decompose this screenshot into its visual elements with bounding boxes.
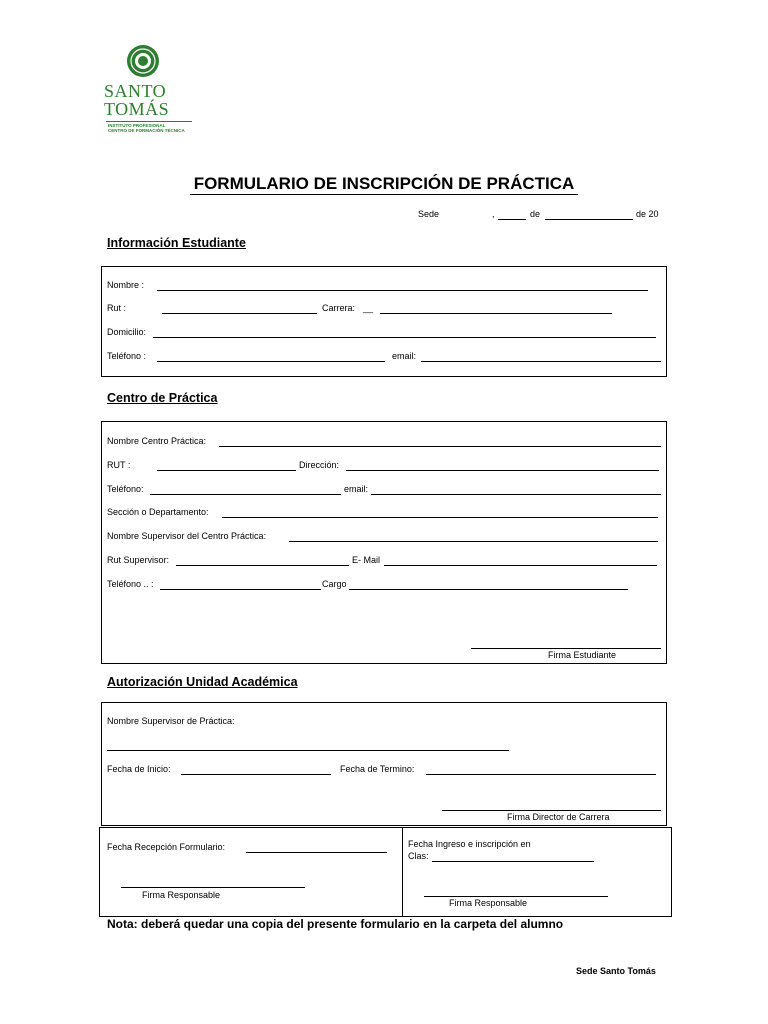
center-nombre-field[interactable] bbox=[219, 446, 661, 447]
center-supervisor-label: Nombre Supervisor del Centro Práctica: bbox=[107, 531, 267, 541]
student-signature-line[interactable] bbox=[471, 648, 661, 649]
director-signature-label: Firma Director de Carrera bbox=[507, 812, 610, 822]
reception-right-label2: Clas: bbox=[408, 851, 429, 861]
center-telefono2-field[interactable] bbox=[160, 589, 321, 590]
center-email-field[interactable] bbox=[371, 494, 661, 495]
reception-right-signature-line[interactable] bbox=[424, 896, 608, 897]
reception-right-field[interactable] bbox=[432, 861, 594, 862]
student-email-label: email: bbox=[392, 351, 417, 361]
center-email2-label: E- Mail bbox=[352, 555, 381, 565]
center-rut-supervisor-label: Rut Supervisor: bbox=[107, 555, 170, 565]
center-seccion-label: Sección o Departamento: bbox=[107, 507, 209, 517]
santo-tomas-logo bbox=[104, 42, 200, 136]
auth-termino-field[interactable] bbox=[426, 774, 656, 775]
center-telefono-field[interactable] bbox=[150, 494, 341, 495]
center-email2-field[interactable] bbox=[384, 565, 657, 566]
auth-supervisor-field[interactable] bbox=[107, 750, 509, 751]
reception-right-signature-label: Firma Responsable bbox=[449, 898, 528, 908]
center-nombre-label: Nombre Centro Práctica: bbox=[107, 436, 207, 446]
director-signature-line[interactable] bbox=[442, 810, 661, 811]
student-telefono-label: Teléfono : bbox=[107, 351, 147, 361]
reception-left-signature-label: Firma Responsable bbox=[142, 890, 221, 900]
center-rut-label: RUT : bbox=[107, 460, 131, 470]
note-text: Nota: deberá quedar una copia del presente formulario en la carpeta del alumno bbox=[107, 917, 564, 931]
student-rut-label: Rut : bbox=[107, 303, 127, 313]
center-rut-field[interactable] bbox=[157, 470, 296, 471]
auth-inicio-field[interactable] bbox=[181, 774, 331, 775]
student-nombre-field[interactable] bbox=[157, 290, 648, 291]
logo-subtitle bbox=[108, 123, 198, 133]
student-carrera-label: Carrera: bbox=[322, 303, 356, 313]
center-telefono2-label: Teléfono .. : bbox=[107, 579, 154, 589]
form-title-text: FORMULARIO DE INSCRIPCIÓN DE PRÁCTICA bbox=[190, 174, 579, 195]
seal-icon bbox=[126, 44, 160, 78]
date-comma: , bbox=[492, 209, 495, 219]
center-supervisor-field[interactable] bbox=[289, 541, 658, 542]
sede-label: Sede bbox=[418, 209, 440, 219]
auth-heading: Autorización Unidad Académica bbox=[107, 675, 298, 689]
student-heading: Información Estudiante bbox=[107, 236, 246, 250]
student-carrera-field[interactable] bbox=[380, 313, 612, 314]
auth-termino-label: Fecha de Termino: bbox=[340, 764, 415, 774]
student-carrera-blank: __ bbox=[363, 303, 374, 313]
center-direccion-label: Dirección: bbox=[299, 460, 340, 470]
center-heading: Centro de Práctica bbox=[107, 391, 218, 405]
student-domicilio-field[interactable] bbox=[153, 337, 656, 338]
auth-supervisor-label: Nombre Supervisor de Práctica: bbox=[107, 716, 235, 726]
center-direccion-field[interactable] bbox=[346, 470, 659, 471]
reception-left-field[interactable] bbox=[246, 852, 387, 853]
day-field[interactable] bbox=[498, 219, 526, 220]
student-telefono-field[interactable] bbox=[157, 361, 385, 362]
logo-small2: CENTRO DE FORMACIÓN TÉCNICA bbox=[108, 128, 185, 133]
logo-line1: SANTO bbox=[104, 81, 167, 101]
reception-left-box bbox=[99, 827, 403, 917]
center-telefono-label: Teléfono: bbox=[107, 484, 144, 494]
center-cargo-field[interactable] bbox=[349, 589, 628, 590]
reception-right-label1: Fecha Ingreso e inscripción en bbox=[408, 839, 531, 849]
center-rut-supervisor-field[interactable] bbox=[176, 565, 349, 566]
form-title bbox=[0, 174, 768, 194]
student-rut-field[interactable] bbox=[162, 313, 317, 314]
student-nombre-label: Nombre : bbox=[107, 280, 145, 290]
logo-rule bbox=[106, 121, 192, 122]
date-de2: de 20 bbox=[636, 209, 659, 219]
student-domicilio-label: Domicilio: bbox=[107, 327, 147, 337]
student-signature-label: Firma Estudiante bbox=[548, 650, 617, 660]
footer-sede: Sede Santo Tomás bbox=[576, 966, 656, 976]
logo-line2: TOMÁS bbox=[104, 99, 170, 119]
student-email-field[interactable] bbox=[421, 361, 661, 362]
month-field[interactable] bbox=[545, 219, 633, 220]
date-de1: de bbox=[530, 209, 541, 219]
center-email-label: email: bbox=[344, 484, 369, 494]
auth-inicio-label: Fecha de Inicio: bbox=[107, 764, 171, 774]
logo-small1: INSTITUTO PROFESIONAL bbox=[108, 123, 166, 128]
center-box bbox=[101, 421, 667, 664]
reception-left-signature-line[interactable] bbox=[121, 887, 305, 888]
center-cargo-label: Cargo bbox=[322, 579, 347, 589]
center-seccion-field[interactable] bbox=[222, 517, 658, 518]
reception-left-label: Fecha Recepción Formulario: bbox=[107, 842, 226, 852]
